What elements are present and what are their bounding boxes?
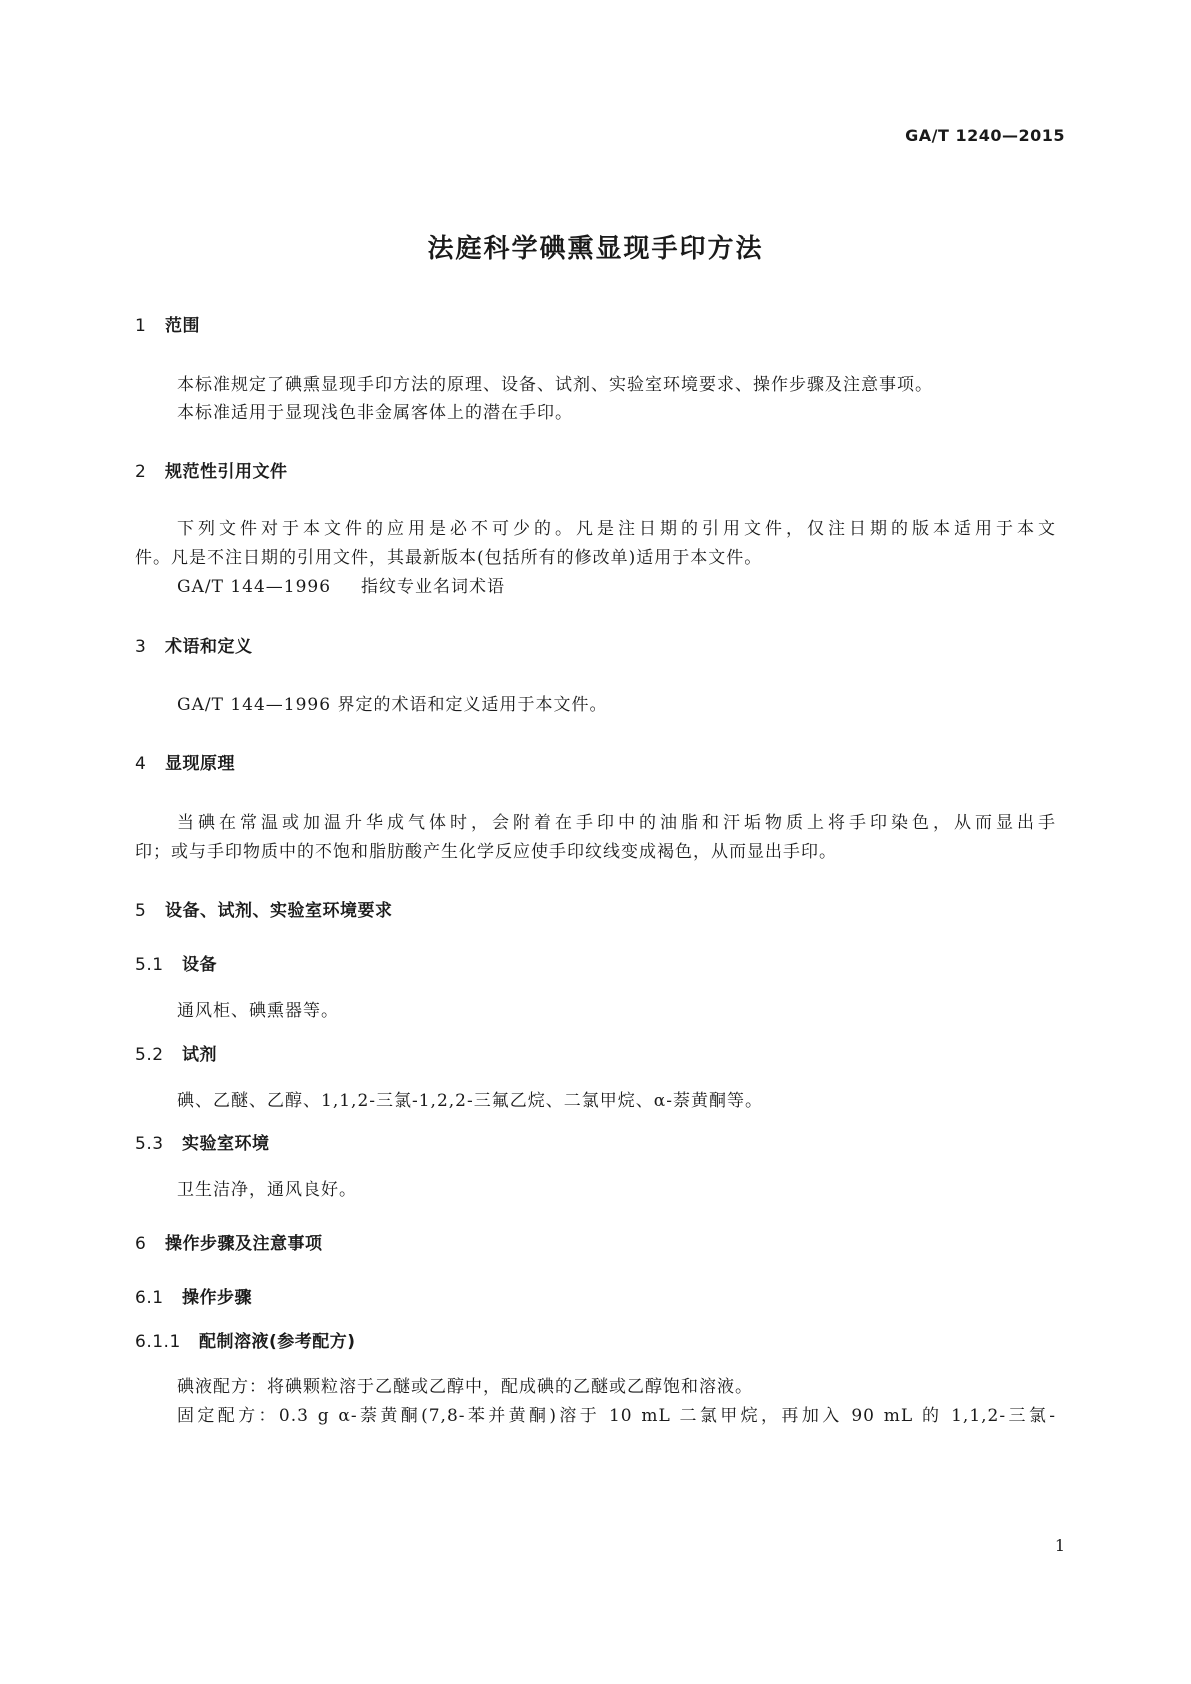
- section-6-1-1-paragraph-2: 固定配方：0.3 g α-萘黄酮(7,8-苯并黄酮)溶于 10 mL 二氯甲烷，再加入 90 mL 的 1,1,2-三氯-: [177, 1406, 1056, 1426]
- section-title: 术语和定义: [165, 637, 253, 657]
- section-number: 5.3: [135, 1134, 164, 1154]
- document-title: 法庭科学碘熏显现手印方法: [427, 234, 764, 264]
- section-4-paragraph-line-2: 印；或与手印物质中的不饱和脂肪酸产生化学反应使手印纹线变成褐色，从而显出手印。: [135, 842, 837, 862]
- section-title: 范围: [165, 316, 200, 336]
- section-number: 2: [135, 462, 147, 482]
- section-5-3-heading: [135, 1129, 270, 1154]
- section-title: 设备: [182, 955, 217, 975]
- section-title: 操作步骤及注意事项: [165, 1234, 323, 1254]
- section-3-heading: [135, 632, 253, 657]
- section-number: 1: [135, 316, 147, 336]
- standard-code: GA/T 1240—2015: [905, 126, 1065, 145]
- section-3-paragraph-1: GA/T 144—1996 界定的术语和定义适用于本文件。: [177, 695, 608, 715]
- section-number: 5: [135, 901, 147, 921]
- section-4-heading: [135, 749, 235, 774]
- section-title: 配制溶液(参考配方): [199, 1332, 356, 1352]
- section-6-1-1-paragraph-1: 碘液配方：将碘颗粒溶于乙醚或乙醇中，配成碘的乙醚或乙醇饱和溶液。: [177, 1377, 753, 1397]
- section-title: 显现原理: [165, 754, 235, 774]
- section-5-2-paragraph: 碘、乙醚、乙醇、1,1,2-三氯-1,2,2-三氟乙烷、二氯甲烷、α-萘黄酮等。: [177, 1091, 763, 1111]
- section-title: 试剂: [182, 1045, 217, 1065]
- section-5-2-heading: [135, 1040, 217, 1065]
- normative-reference: [177, 572, 505, 597]
- section-5-heading: [135, 896, 393, 921]
- section-5-3-paragraph: 卫生洁净，通风良好。: [177, 1180, 357, 1200]
- section-1-paragraph-2: 本标准适用于显现浅色非金属客体上的潜在手印。: [177, 403, 573, 423]
- section-number: 4: [135, 754, 147, 774]
- reference-code: GA/T 144—1996: [177, 577, 332, 597]
- section-2-heading: [135, 457, 288, 482]
- section-6-1-1-heading: [135, 1327, 356, 1352]
- section-5-1-heading: [135, 950, 217, 975]
- section-1-paragraph-1: 本标准规定了碘熏显现手印方法的原理、设备、试剂、实验室环境要求、操作步骤及注意事项。: [177, 375, 933, 395]
- section-number: 6: [135, 1234, 147, 1254]
- section-title: 设备、试剂、实验室环境要求: [165, 901, 393, 921]
- section-title: 实验室环境: [182, 1134, 270, 1154]
- section-title: 操作步骤: [182, 1288, 252, 1308]
- section-title: 规范性引用文件: [165, 462, 288, 482]
- reference-title: 指纹专业名词术语: [361, 577, 506, 597]
- section-6-1-heading: [135, 1283, 252, 1308]
- section-6-heading: [135, 1229, 323, 1254]
- section-2-paragraph-line-2: 件。凡是不注日期的引用文件，其最新版本(包括所有的修改单)适用于本文件。: [135, 548, 763, 568]
- page-number: 1: [1054, 1536, 1065, 1555]
- section-number: 6.1.1: [135, 1332, 181, 1352]
- section-4-paragraph-line-1: 当碘在常温或加温升华成气体时，会附着在手印中的油脂和汗垢物质上将手印染色，从而显出手: [177, 813, 1056, 833]
- section-5-1-paragraph: 通风柜、碘熏器等。: [177, 1001, 339, 1021]
- section-number: 3: [135, 637, 147, 657]
- section-number: 5.1: [135, 955, 164, 975]
- section-number: 6.1: [135, 1288, 164, 1308]
- section-2-paragraph-line-1: 下列文件对于本文件的应用是必不可少的。凡是注日期的引用文件，仅注日期的版本适用于本文: [177, 519, 1056, 539]
- section-1-heading: [135, 311, 200, 336]
- section-number: 5.2: [135, 1045, 164, 1065]
